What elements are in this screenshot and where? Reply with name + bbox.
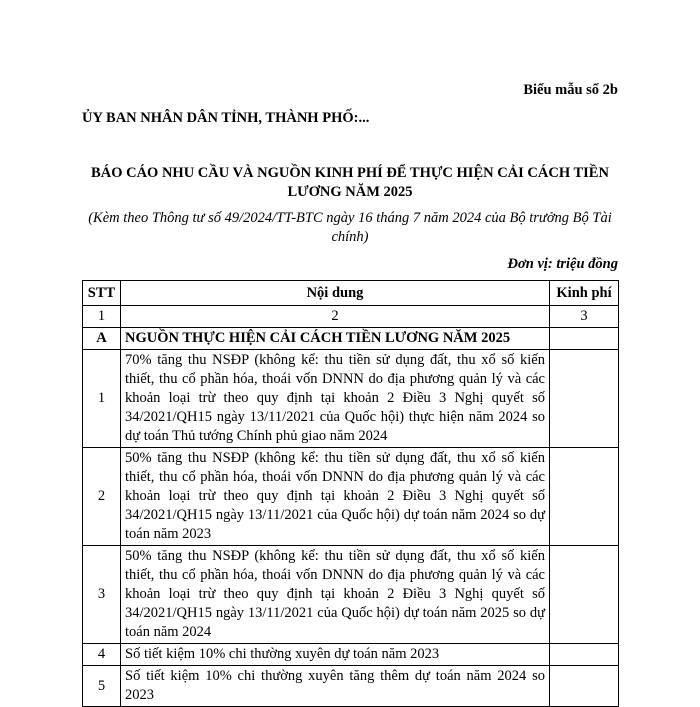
col-number-content: 2 — [121, 306, 550, 328]
table-header-row — [83, 281, 619, 306]
table-row — [83, 546, 619, 644]
header-stt: STT — [83, 281, 121, 306]
section-a-stt: A — [83, 328, 121, 350]
table-row — [83, 448, 619, 546]
column-number-row — [83, 306, 619, 328]
header-content: Nội dung — [121, 281, 550, 306]
col-number-stt: 1 — [83, 306, 121, 328]
section-a-content: NGUỒN THỰC HIỆN CẢI CÁCH TIỀN LƯƠNG NĂM 2025 — [121, 328, 550, 350]
currency-unit: Đơn vị: triệu đồng — [507, 256, 618, 272]
row-stt: 1 — [83, 350, 121, 448]
report-title: BÁO CÁO NHU CẦU VÀ NGUỒN KINH PHÍ ĐỂ THỰC HIỆN CẢI CÁCH TIỀN LƯƠNG NĂM 2025 — [91, 165, 609, 200]
report-subtitle: (Kèm theo Thông tư số 49/2024/TT-BTC ngày 16 tháng 7 năm 2024 của Bộ trưởng Bộ Tài chính) — [88, 210, 612, 245]
section-a-row — [83, 328, 619, 350]
row-amount — [550, 644, 619, 666]
row-stt: 3 — [83, 546, 121, 644]
row-amount — [550, 448, 619, 546]
col-number-amount: 3 — [550, 306, 619, 328]
row-amount — [550, 666, 619, 707]
table-row — [83, 350, 619, 448]
table-row — [83, 644, 619, 666]
row-stt: 5 — [83, 666, 121, 707]
header-amount: Kinh phí — [550, 281, 619, 306]
row-content: 70% tăng thu NSĐP (không kể: thu tiền sử dụng đất, thu xổ số kiến thiết, thu cổ phần hóa, thoái vốn DNNN do địa phương quản lý và các khoản loại trừ theo quy định tại khoản 2 Điều 3 Nghị quyết số 34/2021/QH15 ngày 13/11/2021 của Quốc hội) thực hiện năm 2024 so dự toán Thủ tướng Chính phủ giao năm 2024 — [121, 350, 550, 448]
issuing-authority: ỦY BAN NHÂN DÂN TỈNH, THÀNH PHỐ:... — [82, 110, 370, 126]
funding-table — [82, 280, 619, 707]
row-content: Số tiết kiệm 10% chi thường xuyên dự toán năm 2023 — [121, 644, 550, 666]
form-number: Biểu mẫu số 2b — [523, 82, 618, 98]
row-amount — [550, 350, 619, 448]
row-amount — [550, 546, 619, 644]
row-stt: 4 — [83, 644, 121, 666]
row-stt: 2 — [83, 448, 121, 546]
section-a-amount — [550, 328, 619, 350]
row-content: 50% tăng thu NSĐP (không kể: thu tiền sử dụng đất, thu xổ số kiến thiết, thu cổ phần hóa, thoái vốn DNNN do địa phương quản lý và các khoản loại trừ theo quy định tại khoản 2 Điều 3 Nghị quyết số 34/2021/QH15 ngày 13/11/2021 của Quốc hội) dự toán năm 2024 so dự toán năm 2023 — [121, 448, 550, 546]
table-row — [83, 666, 619, 707]
row-content: Số tiết kiệm 10% chi thường xuyên tăng thêm dự toán năm 2024 so 2023 — [121, 666, 550, 707]
row-content: 50% tăng thu NSĐP (không kể: thu tiền sử dụng đất, thu xổ số kiến thiết, thu cổ phần hóa, thoái vốn DNNN do địa phương quản lý và các khoản loại trừ theo quy định tại khoản 2 Điều 3 Nghị quyết số 34/2021/QH15 ngày 13/11/2021 của Quốc hội) dự toán năm 2025 so dự toán năm 2024 — [121, 546, 550, 644]
